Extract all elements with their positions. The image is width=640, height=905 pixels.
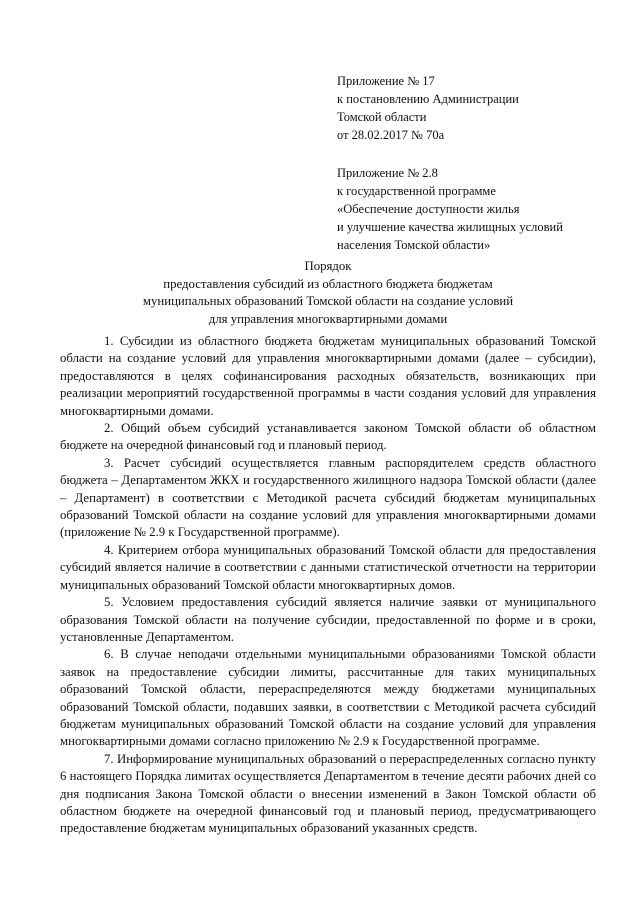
document-title (60, 258, 596, 328)
title-heading: Порядок (304, 259, 352, 273)
title-line-3: для управления многоквартирными домами (208, 311, 448, 326)
appendix-2-8-header (337, 164, 563, 254)
appendix-2-8-program-name-3: населения Томской области» (337, 238, 491, 252)
appendix-17-number: Приложение № 17 (337, 74, 435, 88)
paragraph-6: 6. В случае неподачи отдельными муниципальными образованиями Томской области заявок на предоставление субсидии лимиты, рассчитанные для таких муниципальных образований Томской области, перераспределяются между бюджетами муниципальных образований Томской области, подавших заявки, в соответствии с Методикой расчета субсидий бюджетам муниципальных образований Томской области на создание условий для управления многоквартирными домами согласно приложению № 2.9 к Государственной программе. (60, 647, 596, 749)
appendix-17-resolution: к постановлению Администрации (337, 92, 519, 106)
title-line-1: предоставления субсидий из областного бюджета бюджетам (163, 276, 493, 291)
paragraph-2: 2. Общий объем субсидий устанавливается законом Томской области об областном бюджете на очередной финансовый год и плановый период. (60, 421, 596, 453)
appendix-2-8-program-name-1: «Обеспечение доступности жилья (337, 202, 520, 216)
appendix-2-8-program: к государственной программе (337, 184, 496, 198)
appendix-17-header (337, 72, 519, 144)
paragraph-7: 7. Информирование муниципальных образований о перераспределенных согласно пункту 6 настоящего Порядка лимитах осуществляется Департаментом в течение десяти рабочих дней со дня подписания Закона Томской области о внесении изменений в Закон Томской области об областном бюджете на очередной финансовый год и плановый период, предусматривающего предоставление бюджетам муниципальных образований указанных средств. (60, 751, 596, 836)
paragraph-1: 1. Субсидии из областного бюджета бюджетам муниципальных образований Томской области на создание условий для управления многоквартирными домами (далее – субсидии), предоставляются в целях софинансирования расходных обязательств, возникающих при реализации мероприятий государственной программы в части создания условий для управления многоквартирными домами. (60, 334, 596, 418)
appendix-2-8-number: Приложение № 2.8 (337, 166, 438, 180)
appendix-17-region: Томской области (337, 110, 427, 124)
title-line-2: муниципальных образований Томской области на создание условий (142, 294, 514, 308)
paragraph-5: 5. Условием предоставления субсидий является наличие заявки от муниципального образования Томской области на получение субсидии, предоставленной по форме и в сроки, установленные Департаментом. (60, 595, 596, 644)
document-body (60, 333, 596, 838)
paragraph-4: 4. Критерием отбора муниципальных образований Томской области для предоставления субсидий является наличие в соответствии с данными статистической отчетности на территории муниципальных образований Томской области многоквартирных домов. (60, 542, 596, 592)
appendix-17-date: от 28.02.2017 № 70а (337, 128, 445, 142)
paragraph-3: 3. Расчет субсидий осуществляется главным распорядителем средств областного бюджета – Департаментом ЖКХ и государственного жилищного надзора Томской области (далее – Департамент) в соответствии с Методикой расчета субсидий бюджетам муниципальных образований Томской области на создание условий для управления многоквартирными домами (приложение № 2.9 к Государственной программе). (60, 455, 596, 540)
appendix-2-8-program-name-2: и улучшение качества жилищных условий (337, 220, 563, 234)
